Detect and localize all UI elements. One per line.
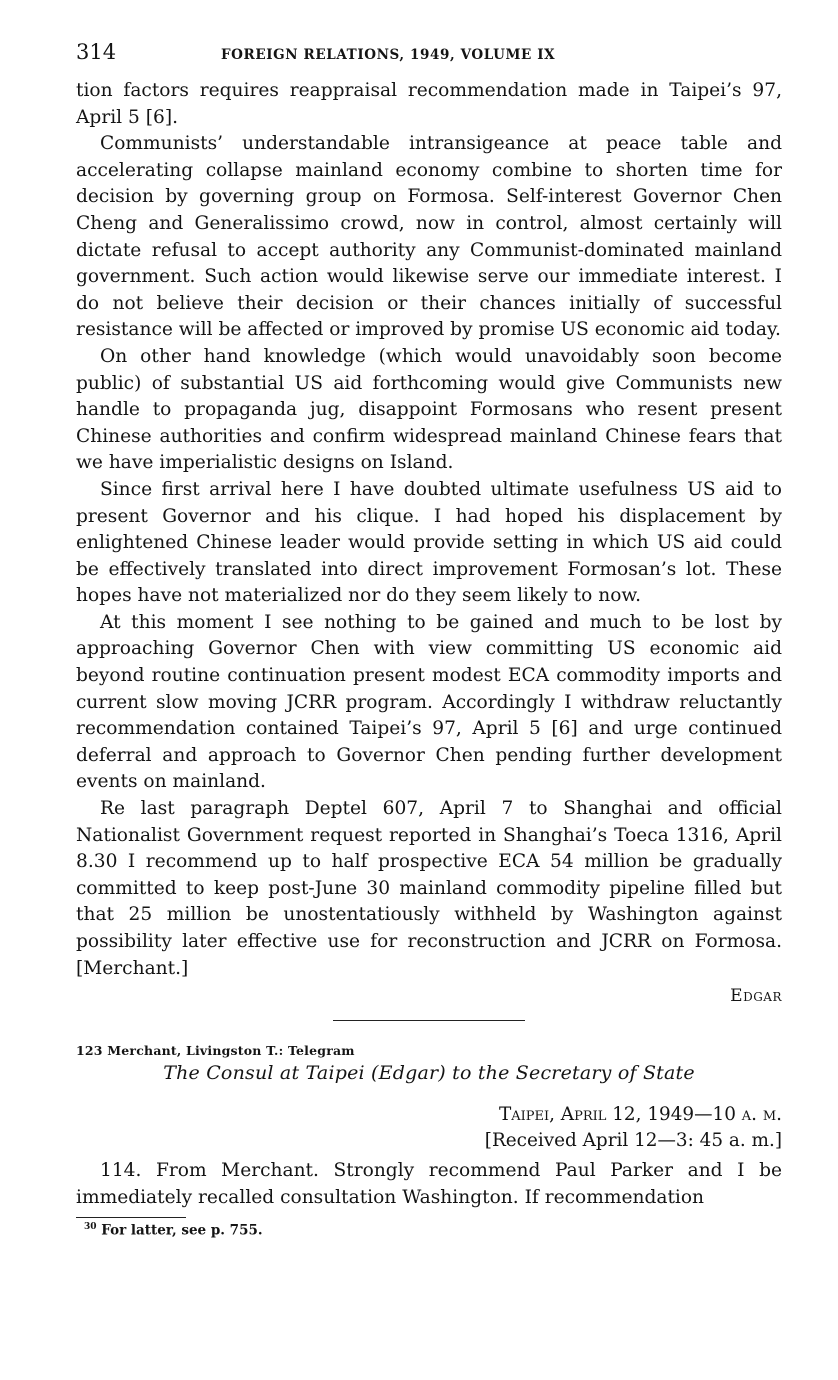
- telegram-body: [76, 78, 782, 982]
- paragraph-114: 114. From Merchant. Strongly recommend Paul Parker and I be immediately recalled consultation Washington. If recommendation: [76, 1160, 782, 1208]
- page-header: [76, 40, 782, 78]
- paragraph-first-arrival: Since first arrival here I have doubted ultimate usefulness US aid to present Governor and his clique. I had hoped his displacement by enlightened Chinese leader would provide setting in which US aid could be effectively translated into direct improvement Formosan’s lot. These hopes have not materialized nor do they seem likely to now.: [76, 478, 782, 607]
- document-id: 123 Merchant, Livingston T.: Telegram: [76, 1043, 355, 1059]
- page-number: 314: [76, 40, 117, 64]
- dateline: Taipei, April 12, 1949—10 a. m.: [498, 1104, 782, 1126]
- dateline-block: [76, 1102, 782, 1154]
- telegram-114-body: [76, 1158, 782, 1211]
- document-title: The Consul at Taipei (Edgar) to the Secretary of State: [163, 1062, 695, 1085]
- signature: Edgar: [730, 986, 782, 1007]
- paragraph-continuation: tion factors requires reappraisal recommendation made in Taipei’s 97, April 5 [6].: [76, 80, 782, 128]
- received-line: [Received April 12—3: 45 a. m.]: [484, 1130, 782, 1152]
- footnote: [76, 1222, 782, 1239]
- paragraph-deptel: Re last paragraph Deptel 607, April 7 to Shanghai and official Nationalist Government request reported in Shanghai’s Toeca 1316, April 8.30 I recommend up to half prospective ECA 54 million be gradually committed to keep post-June 30 mainland commodity pipeline filled but that 25 million be unostentatiously withheld by Washington against possibility later effective use for reconstruction and JCRR on Formosa. [Merchant.]: [76, 798, 782, 979]
- running-head: FOREIGN RELATIONS, 1949, VOLUME IX: [221, 47, 556, 63]
- paragraph-this-moment: At this moment I see nothing to be gained and much to be lost by approaching Governor Chen with view committing US economic aid beyond routine continuation present modest ECA commodity imports and current slow moving JCRR program. Accordingly I withdraw reluctantly recommendation contained Taipei’s 97, April 5 [6] and urge continued deferral and approach to Governor Chen pending further development events on mainland.: [76, 611, 782, 793]
- section-divider: [333, 1020, 525, 1021]
- footnote-rule: [76, 1217, 186, 1218]
- document-page: [76, 40, 782, 1239]
- footnote-marker: 30: [84, 1222, 97, 1233]
- footnote-text: For latter, see p. 755.: [101, 1222, 263, 1239]
- paragraph-communists: Communists’ understandable intransigeance at peace table and accelerating collapse mainland economy combine to shorten time for decision by governing group on Formosa. Self-interest Governor Chen Cheng and Generalissimo crowd, now in control, almost certainly will dictate refusal to accept authority any Communist-dominated mainland government. Such action would likewise serve our immediate interest. I do not believe their decision or their chances initially of successful resistance will be affected or improved by promise US economic aid today.: [76, 133, 782, 341]
- paragraph-knowledge: On other hand knowledge (which would unavoidably soon become public) of substantial US aid forthcoming would give Communists new handle to propaganda jug, disappoint Formosans who resent present Chinese authorities and confirm widespread mainland Chinese fears that we have imperialistic designs on Island.: [76, 345, 782, 474]
